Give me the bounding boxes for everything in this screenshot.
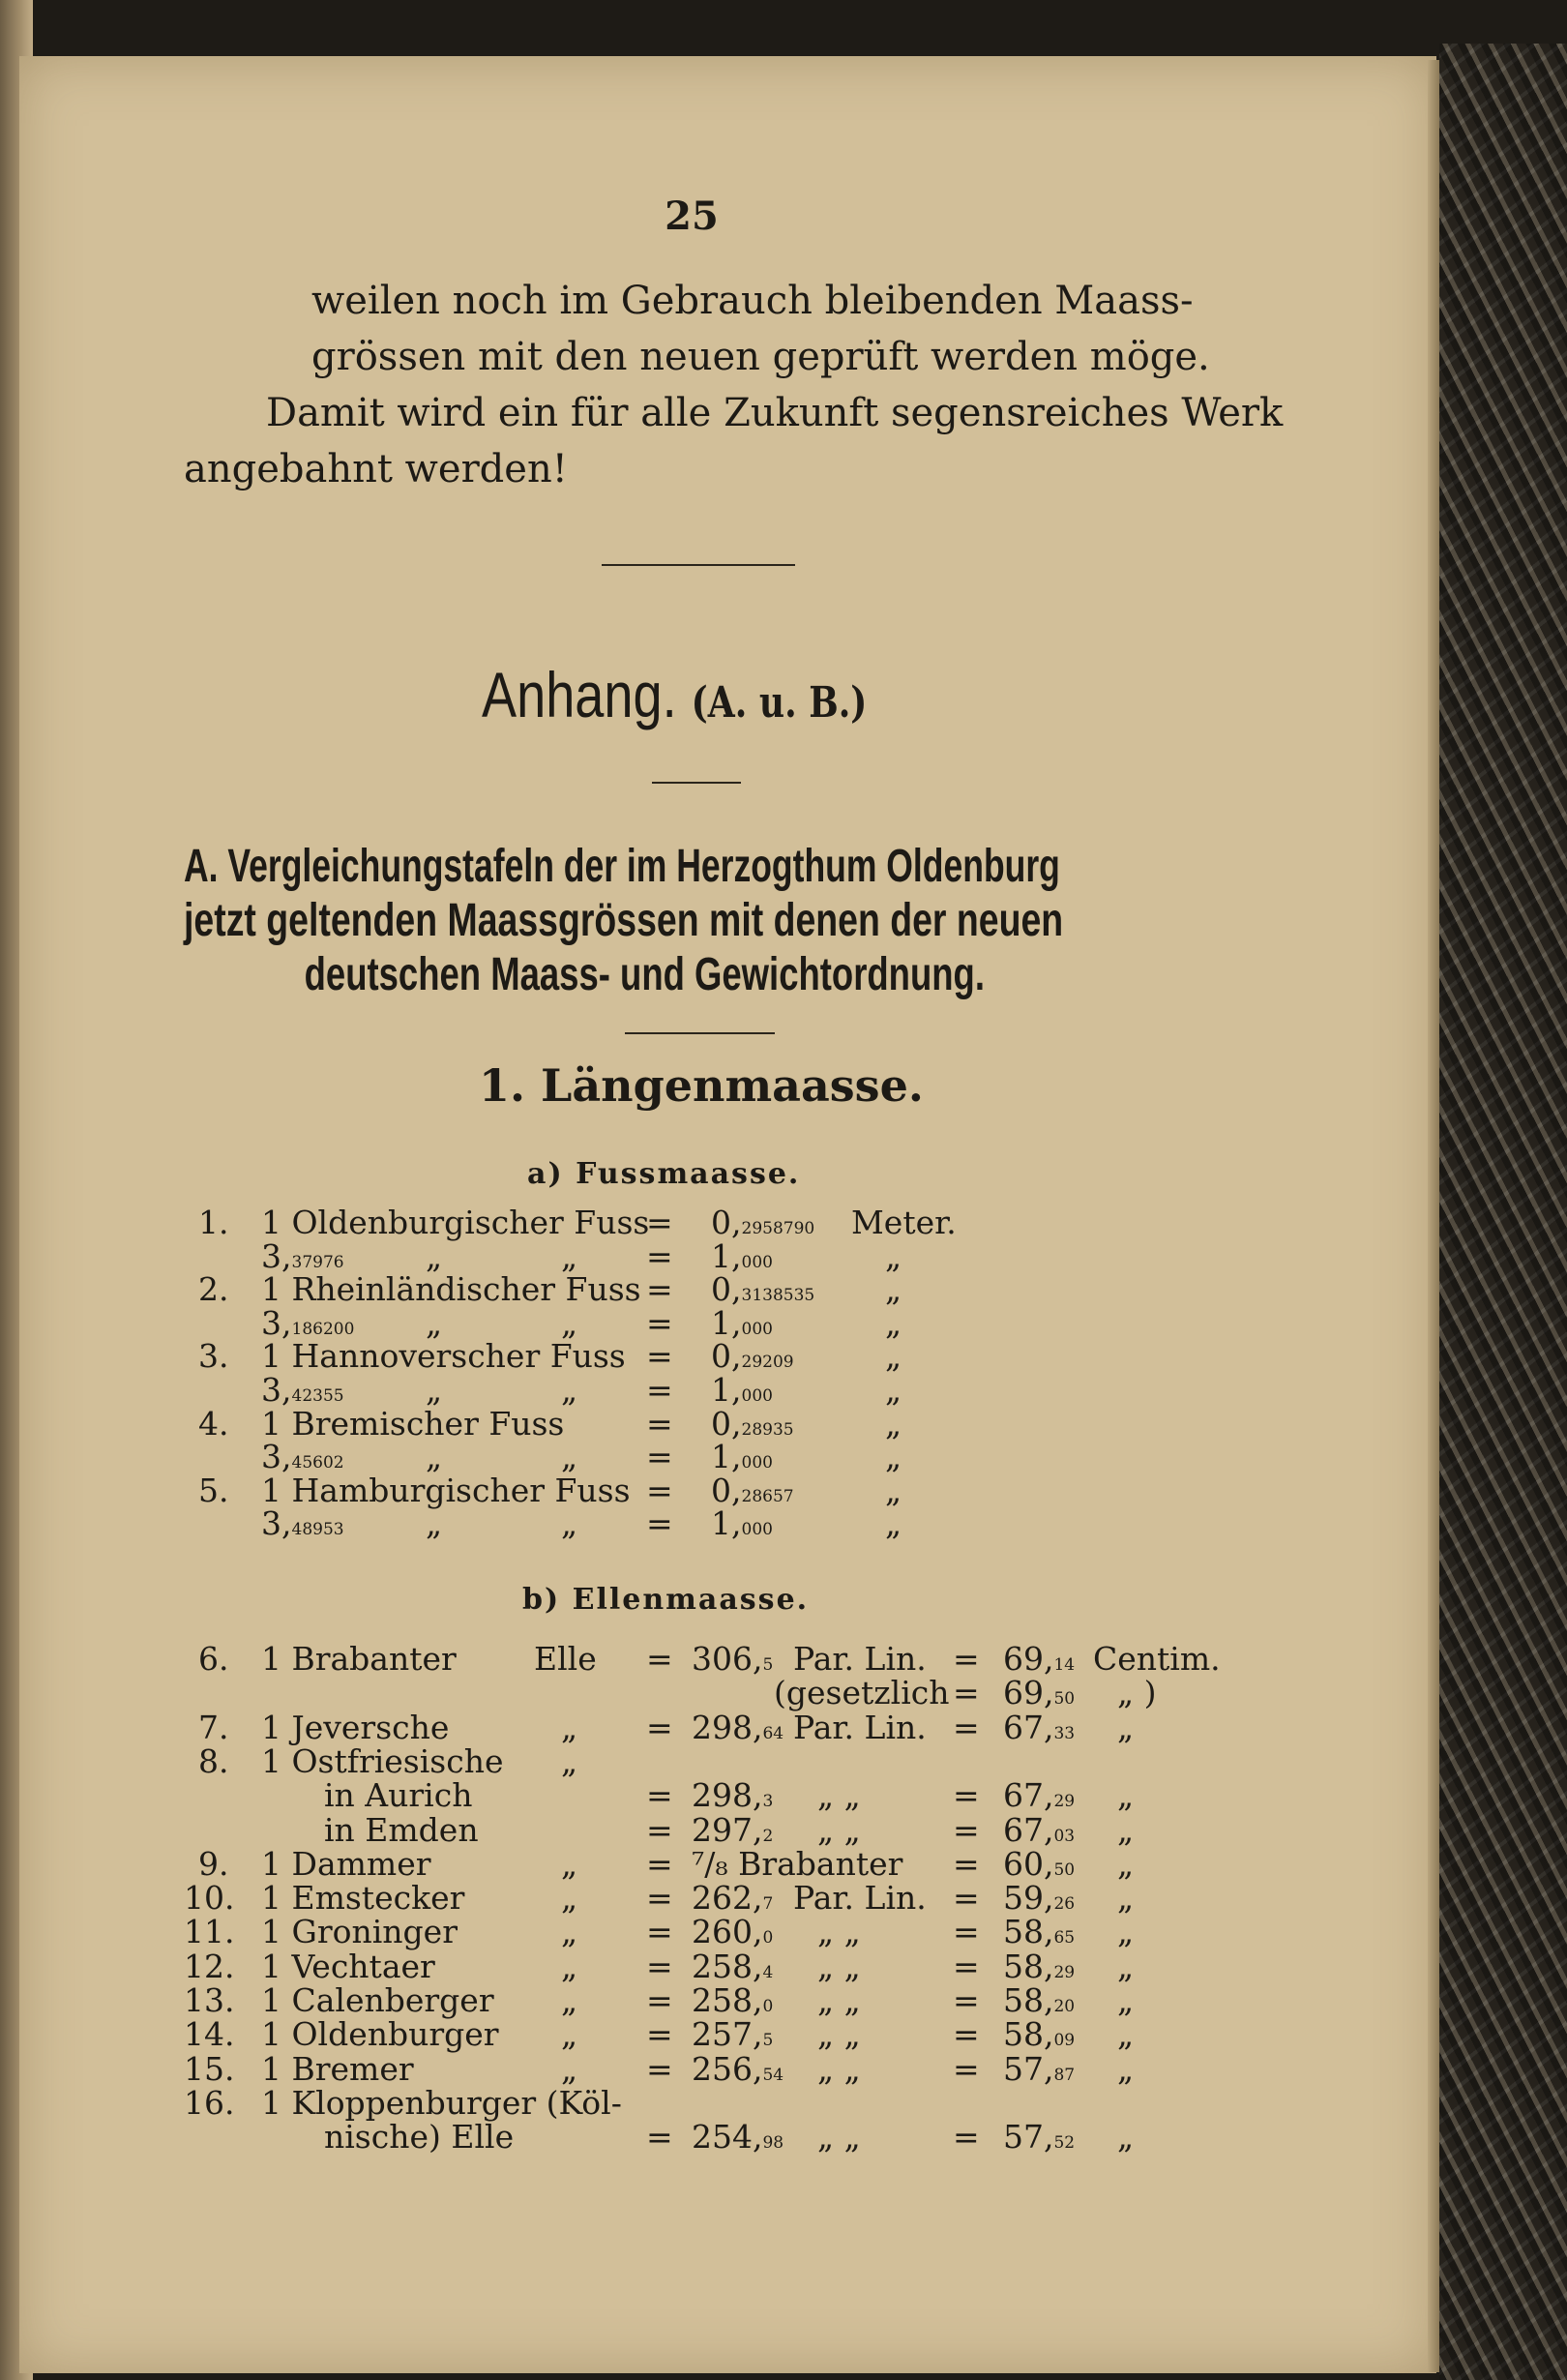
- intro-paragraph: [184, 273, 1284, 497]
- ditto-mark: „: [426, 1303, 443, 1342]
- unit-label: „: [885, 1337, 902, 1376]
- foot-multiple-dec: 37976: [291, 1252, 344, 1272]
- paris-lines-unit: „ „: [817, 1810, 861, 1849]
- equals-sign: =: [646, 2015, 673, 2054]
- equals-sign: =: [953, 1879, 980, 1918]
- equals-sign: =: [953, 2118, 980, 2157]
- foot-unit-name: 1 Hannoverscher Fuss: [261, 1337, 626, 1376]
- centimeter-value-int: 57,: [1003, 2118, 1054, 2157]
- paris-lines-value-int: 306,: [692, 1640, 763, 1678]
- paris-lines-value: [692, 1642, 773, 1682]
- centimeter-unit: „: [1117, 2015, 1135, 2054]
- ell-unit: „: [561, 1844, 578, 1883]
- appendix-title: [482, 658, 867, 731]
- row-number: 10.: [184, 1879, 235, 1918]
- paris-lines-value: [692, 1708, 784, 1751]
- section-a-heading: [184, 840, 1214, 1002]
- foot-multiple-dec: 48953: [291, 1520, 344, 1540]
- equals-sign: =: [953, 1640, 980, 1678]
- foot-multiple-int: 3,: [261, 1236, 292, 1275]
- ell-unit-name: 1 Groninger: [261, 1913, 458, 1951]
- ell-unit: „: [561, 1741, 578, 1780]
- ell-unit-name: 1 Dammer: [261, 1844, 431, 1883]
- unit-label: „: [885, 1236, 902, 1275]
- ditto-mark: „: [426, 1236, 443, 1275]
- centimeter-unit: „: [1117, 1879, 1135, 1918]
- unit-label: „: [885, 1471, 902, 1509]
- ell-unit-name: 1 Vechtaer: [261, 1947, 435, 1985]
- equals-sign: =: [646, 1844, 673, 1883]
- centimeter-value-dec: 52: [1053, 2133, 1076, 2154]
- foot-value-int: 1,: [711, 1438, 742, 1476]
- paragraph-line: weilen noch im Gebrauch bleibenden Maass-: [311, 279, 1194, 323]
- ell-unit: „: [561, 1708, 578, 1746]
- foot-multiple-dec: 45602: [291, 1453, 344, 1473]
- paris-lines-unit: „ „: [817, 1981, 861, 2019]
- foot-value-dec: 3138535: [741, 1286, 815, 1306]
- ell-unit-name: 1 Jeversche: [261, 1708, 450, 1746]
- equals-sign: =: [953, 2049, 980, 2088]
- centimeter-value: [1003, 2120, 1075, 2160]
- equals-sign: =: [646, 1504, 673, 1543]
- row-number: 11.: [184, 1913, 235, 1951]
- centimeter-unit: „: [1117, 1810, 1135, 1849]
- paris-lines-value-dec: 0: [762, 1928, 774, 1949]
- centimeter-value-dec: 03: [1053, 1826, 1076, 1846]
- equals-sign: =: [953, 1674, 980, 1712]
- paris-lines-value-dec: 64: [762, 1723, 784, 1743]
- equals-sign: =: [646, 1947, 673, 1985]
- paris-lines-value-dec: 7: [762, 1894, 774, 1915]
- foot-unit-name: 1 Bremischer Fuss: [261, 1404, 565, 1443]
- ell-unit: Elle: [534, 1640, 597, 1678]
- centimeter-unit: „: [1117, 1947, 1135, 1985]
- centimeter-value-int: 59,: [1003, 1879, 1054, 1918]
- equals-sign: =: [646, 1879, 673, 1918]
- ell-unit: „: [561, 2015, 578, 2054]
- foot-heading: a) Fussmaasse.: [527, 1157, 801, 1191]
- brabant-fraction: ⁷/₈ Brabanter: [692, 1844, 903, 1883]
- equals-sign: =: [646, 1640, 673, 1678]
- paris-lines-value-dec: 3: [762, 1792, 774, 1812]
- ell-unit-name: 1 Ostfriesische: [261, 1741, 504, 1780]
- centimeter-value-dec: 50: [1053, 1689, 1076, 1710]
- paragraph-line: Damit wird ein für alle Zukunft segensreiches Werk: [266, 391, 1284, 435]
- equals-sign: =: [646, 1236, 673, 1275]
- row-number: 8.: [198, 1741, 229, 1780]
- divider: [602, 564, 795, 566]
- centimeter-unit: „: [1117, 1844, 1135, 1883]
- paris-lines-value-dec: 98: [762, 2133, 784, 2154]
- centimeter-value-dec: 33: [1053, 1723, 1076, 1743]
- foot-value-dec: 28935: [741, 1419, 794, 1440]
- ditto-mark: „: [426, 1504, 443, 1543]
- section-a-line: deutschen Maass- und Gewichtordnung.: [304, 949, 985, 1000]
- paragraph-line: grössen mit den neuen geprüft werden möge.: [311, 335, 1210, 379]
- foot-unit-name: 1 Hamburgischer Fuss: [261, 1471, 631, 1509]
- row-number: 15.: [184, 2049, 235, 2088]
- unit-label: „: [885, 1504, 902, 1543]
- ditto-mark: „: [561, 1438, 578, 1476]
- ell-unit-name: 1 Kloppenburger (Köl-: [261, 2083, 622, 2122]
- equals-sign: =: [953, 1947, 980, 1985]
- row-number: 14.: [184, 2015, 235, 2054]
- centimeter-value-int: 58,: [1003, 1981, 1054, 2019]
- centimeter-value: [1003, 1708, 1076, 1751]
- unit-label: „: [885, 1438, 902, 1476]
- foot-multiple-int: 3,: [261, 1371, 292, 1409]
- foot-value-int: 0,: [711, 1404, 742, 1443]
- ditto-mark: „: [561, 1303, 578, 1342]
- centimeter-value-int: 67,: [1003, 1776, 1054, 1815]
- foot-value-int: 0,: [711, 1204, 742, 1241]
- centimeter-value-int: 69,: [1003, 1674, 1054, 1712]
- centimeter-unit: „: [1117, 2049, 1135, 2088]
- equals-sign: =: [646, 1371, 673, 1409]
- foot-value-int: 0,: [711, 1471, 742, 1509]
- centimeter-unit: Centim.: [1093, 1640, 1221, 1678]
- row-number: 4.: [198, 1404, 229, 1443]
- centimeter-value-int: 58,: [1003, 1913, 1054, 1951]
- divider: [625, 1032, 775, 1034]
- foot-value-dec: 2958790: [741, 1219, 815, 1238]
- foot-multiple-int: 3,: [261, 1438, 292, 1476]
- equals-sign: =: [953, 1708, 980, 1746]
- paris-lines-value-int: 297,: [692, 1810, 763, 1849]
- paris-lines-unit: Par. Lin.: [793, 1640, 927, 1678]
- row-number: 2.: [198, 1270, 229, 1309]
- paris-lines-unit: „ „: [817, 2118, 861, 2157]
- foot-multiple-int: 3,: [261, 1303, 292, 1342]
- row-number: 16.: [184, 2083, 235, 2122]
- foot-multiple-dec: 42355: [291, 1386, 344, 1406]
- foot-value-dec: 29209: [741, 1353, 794, 1373]
- paris-lines-value-int: 254,: [692, 2118, 763, 2157]
- ditto-mark: „: [426, 1371, 443, 1409]
- foot-value-int: 0,: [711, 1270, 742, 1309]
- equals-sign: =: [646, 1810, 673, 1849]
- centimeter-value-int: 58,: [1003, 1947, 1054, 1985]
- page-number: 25: [665, 193, 719, 239]
- divider: [652, 782, 741, 784]
- equals-sign: =: [953, 1776, 980, 1815]
- ell-unit: „: [561, 1947, 578, 1985]
- paris-lines-value-int: 257,: [692, 2015, 763, 2054]
- equals-sign: =: [646, 1471, 673, 1509]
- paris-lines-value-int: 256,: [692, 2049, 763, 2088]
- foot-multiple: [261, 1506, 344, 1547]
- ell-heading: b) Ellenmaasse.: [522, 1583, 810, 1617]
- centimeter-value-dec: 65: [1053, 1928, 1076, 1949]
- paris-lines-unit: „ „: [817, 2015, 861, 2054]
- centimeter-value-dec: 20: [1053, 1997, 1076, 2016]
- ell-unit-name: 1 Bremer: [261, 2049, 414, 2088]
- centimeter-unit: „: [1117, 1981, 1135, 2019]
- centimeter-value-dec: 29: [1053, 1962, 1076, 1982]
- centimeter-unit: „: [1117, 2118, 1135, 2157]
- paris-lines-value-dec: 2: [762, 1826, 774, 1846]
- row-number: 3.: [198, 1337, 229, 1376]
- centimeter-unit: „: [1117, 1708, 1135, 1746]
- paris-lines-unit: „ „: [817, 1947, 861, 1985]
- ell-unit-name: in Emden: [324, 1810, 479, 1849]
- foot-value-dec: 28657: [741, 1486, 794, 1506]
- equals-sign: =: [646, 1913, 673, 1951]
- centimeter-value-dec: 50: [1053, 1859, 1076, 1880]
- foot-value: [711, 1506, 773, 1547]
- paris-lines-value-int: 298,: [692, 1776, 763, 1815]
- foot-value-int: 0,: [711, 1337, 742, 1376]
- unit-label: „: [885, 1404, 902, 1443]
- ell-unit: „: [561, 2049, 578, 2088]
- centimeter-value-int: 57,: [1003, 2049, 1054, 2088]
- foot-multiple-int: 3,: [261, 1504, 292, 1543]
- ell-unit-name: 1 Calenberger: [261, 1981, 494, 2019]
- paris-lines-value-dec: 4: [762, 1962, 774, 1982]
- row-number: 12.: [184, 1947, 235, 1985]
- paris-lines-value-int: 258,: [692, 1947, 763, 1985]
- section-a-line: A. Vergleichungstafeln der im Herzogthum Oldenburg: [184, 841, 1060, 892]
- appendix-title-text: Anhang.: [482, 659, 677, 730]
- equals-sign: =: [646, 2118, 673, 2157]
- foot-value-int: 1,: [711, 1371, 742, 1409]
- foot-value-dec: 000: [741, 1453, 773, 1473]
- row-number: 7.: [198, 1708, 229, 1746]
- paris-lines-value-dec: 5: [762, 1655, 774, 1675]
- foot-value-dec: 000: [741, 1252, 773, 1272]
- foot-multiple-dec: 186200: [291, 1319, 355, 1339]
- equals-sign: =: [646, 1404, 673, 1443]
- paris-lines-unit: Par. Lin.: [793, 1879, 927, 1918]
- ditto-mark: „: [561, 1504, 578, 1543]
- equals-sign: =: [646, 1438, 673, 1476]
- equals-sign: =: [646, 1708, 673, 1746]
- foot-value-dec: 000: [741, 1319, 773, 1339]
- ell-unit: „: [561, 1981, 578, 2019]
- equals-sign: =: [953, 1810, 980, 1849]
- centimeter-value-int: 67,: [1003, 1708, 1054, 1746]
- centimeter-value-dec: 29: [1053, 1792, 1076, 1812]
- paris-lines-value-dec: 5: [762, 2031, 774, 2051]
- centimeter-unit: „ ): [1117, 1674, 1157, 1712]
- unit-label: Meter.: [851, 1204, 957, 1241]
- paris-lines-value-dec: 0: [762, 1997, 774, 2016]
- centimeter-value-dec: 26: [1053, 1894, 1076, 1915]
- paris-lines-value-dec: 54: [762, 2065, 784, 2085]
- unit-label: „: [885, 1371, 902, 1409]
- unit-label: „: [885, 1270, 902, 1309]
- paris-lines-unit: „ „: [817, 1913, 861, 1951]
- foot-value-int: 1,: [711, 1504, 742, 1543]
- equals-sign: =: [953, 1844, 980, 1883]
- ell-unit-name: in Aurich: [324, 1776, 473, 1815]
- centimeter-value-int: 69,: [1003, 1640, 1054, 1678]
- paris-lines-value-int: 262,: [692, 1879, 763, 1918]
- paris-lines-unit: Par. Lin.: [793, 1708, 927, 1746]
- paris-lines-unit: „ „: [817, 1776, 861, 1815]
- equals-sign: =: [953, 2015, 980, 2054]
- ditto-mark: „: [561, 1236, 578, 1275]
- foot-unit-name: 1 Rheinländischer Fuss: [261, 1270, 641, 1309]
- foot-value-int: 1,: [711, 1303, 742, 1342]
- centimeter-unit: „: [1117, 1913, 1135, 1951]
- centimeter-value-int: 60,: [1003, 1844, 1054, 1883]
- ell-unit-name: nische) Elle: [324, 2118, 515, 2157]
- row-number: 5.: [198, 1471, 229, 1509]
- equals-sign: =: [646, 1337, 673, 1376]
- paragraph-line: angebahnt werden!: [184, 447, 568, 491]
- equals-sign: =: [953, 1981, 980, 2019]
- ell-unit-name: 1 Brabanter: [261, 1640, 457, 1678]
- ell-unit-name: 1 Emstecker: [261, 1879, 465, 1918]
- ditto-mark: „: [426, 1438, 443, 1476]
- ell-unit: „: [561, 1913, 578, 1951]
- row-number: 13.: [184, 1981, 235, 2019]
- centimeter-value-int: 58,: [1003, 2015, 1054, 2054]
- section-a-line: jetzt geltenden Maassgrössen mit denen der neuen: [184, 895, 1064, 946]
- centimeter-value: [1003, 2049, 1076, 2093]
- equals-sign: =: [646, 2049, 673, 2088]
- ell-unit-name: 1 Oldenburger: [261, 2015, 499, 2054]
- paris-lines-unit: „ „: [817, 2049, 861, 2088]
- paris-lines-unit: (gesetzlich: [774, 1674, 950, 1712]
- foot-value-dec: 000: [741, 1520, 773, 1540]
- ditto-mark: „: [561, 1371, 578, 1409]
- row-number: 6.: [198, 1640, 229, 1678]
- appendix-subtitle: (A. u. B.): [691, 678, 868, 728]
- paris-lines-value: [692, 2049, 784, 2093]
- paris-lines-value: [692, 2120, 784, 2160]
- row-number: 1.: [198, 1204, 229, 1241]
- paris-lines-value-int: 260,: [692, 1913, 763, 1951]
- equals-sign: =: [953, 1913, 980, 1951]
- foot-unit-name: 1 Oldenburgischer Fuss: [261, 1204, 650, 1241]
- equals-sign: =: [646, 1981, 673, 2019]
- equals-sign: =: [646, 1303, 673, 1342]
- paris-lines-value-int: 258,: [692, 1981, 763, 2019]
- equals-sign: =: [646, 1204, 673, 1241]
- centimeter-unit: „: [1117, 1776, 1135, 1815]
- section-1-title: 1. Längenmaasse.: [479, 1059, 924, 1112]
- centimeter-value-dec: 14: [1053, 1655, 1076, 1675]
- centimeter-value-dec: 09: [1053, 2031, 1076, 2051]
- centimeter-value-int: 67,: [1003, 1810, 1054, 1849]
- equals-sign: =: [646, 1270, 673, 1309]
- unit-label: „: [885, 1303, 902, 1342]
- centimeter-value-dec: 87: [1053, 2065, 1076, 2085]
- foot-value-int: 1,: [711, 1236, 742, 1275]
- row-number: 9.: [198, 1844, 229, 1883]
- equals-sign: =: [646, 1776, 673, 1815]
- foot-value-dec: 000: [741, 1386, 773, 1406]
- ell-unit: „: [561, 1879, 578, 1918]
- paris-lines-value-int: 298,: [692, 1708, 763, 1746]
